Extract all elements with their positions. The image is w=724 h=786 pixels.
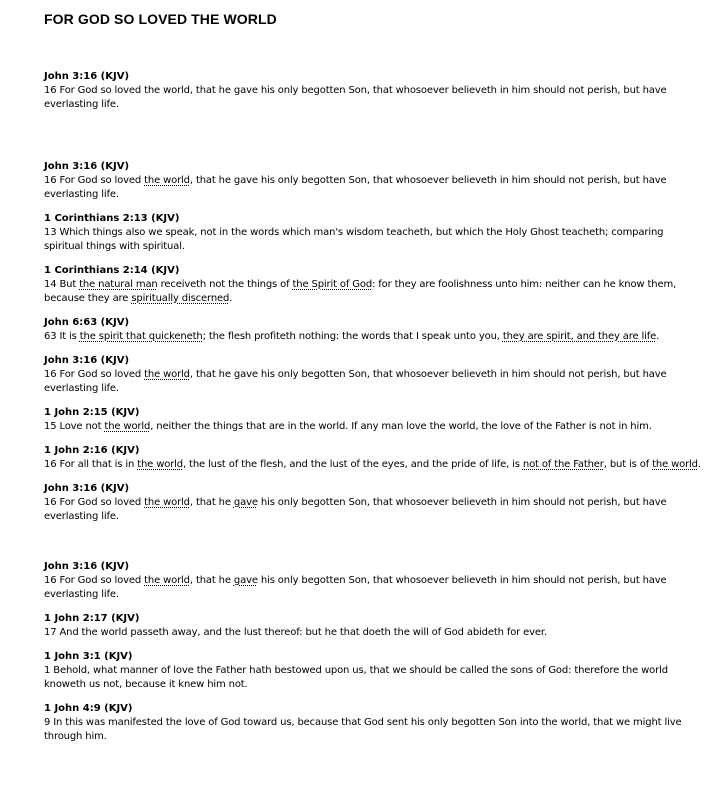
verse-block xyxy=(44,482,704,524)
verse-text xyxy=(44,174,704,202)
verse-block xyxy=(44,354,704,396)
verse-text-segment: his only begotten Son, that whosoever believeth in him should not perish, but have everlasting life. xyxy=(44,575,667,600)
verse-text-segment: , the lust of the flesh, and the lust of the eyes, and the pride of life, is xyxy=(183,459,523,470)
verse-block xyxy=(44,212,704,254)
verse-text-segment: 9 In this was manifested the love of God toward us, because that God sent his only begotten Son into the world, that we might live through him. xyxy=(44,717,682,742)
verse-text-segment: 63 It is xyxy=(44,331,80,342)
underlined-phrase: the world xyxy=(144,575,190,586)
verse-block xyxy=(44,160,704,202)
underlined-phrase: gave xyxy=(233,575,258,586)
underlined-phrase: the Spirit of God xyxy=(292,279,373,290)
verse-text-segment: , but is of xyxy=(603,459,653,470)
verse-text-segment: , that he xyxy=(189,575,234,586)
verse-text-segment: 16 For God so loved xyxy=(44,369,145,380)
verse-text-segment: 17 And the world passeth away, and the lust thereof: but he that doeth the will of God abideth for ever. xyxy=(44,627,548,638)
underlined-phrase: not of the Father xyxy=(522,459,604,470)
verse-text-segment: his only begotten Son, that whosoever believeth in him should not perish, but have everlasting life. xyxy=(44,497,667,522)
verse-text-segment: : for they are foolishness unto him: neither can he know them, because they are xyxy=(44,279,677,304)
verse-text-segment: . xyxy=(229,293,233,304)
verse-text-segment: , that he gave his only begotten Son, that whosoever believeth in him should not perish, but have everlasting life. xyxy=(44,369,667,394)
underlined-phrase: gave xyxy=(233,497,258,508)
verse-text-segment: 1 Behold, what manner of love the Father hath bestowed upon us, that we should be called the sons of God: therefore the world knoweth us not, because it knew him not. xyxy=(44,665,668,690)
verse-text-segment: 16 For all that is in xyxy=(44,459,138,470)
verse-text xyxy=(44,716,704,744)
verse-reference: 1 John 2:17 (KJV) xyxy=(44,613,140,624)
verse-block xyxy=(44,70,704,112)
verse-text-segment: , that he xyxy=(189,497,234,508)
verse-text xyxy=(44,626,704,640)
verse-text xyxy=(44,84,704,112)
verse-text-segment: 16 For God so loved the world, that he gave his only begotten Son, that whosoever believeth in him should not perish, but have everlasting life. xyxy=(44,85,667,110)
verse-text xyxy=(44,330,704,344)
verse-reference: John 3:16 (KJV) xyxy=(44,355,130,366)
verse-text xyxy=(44,574,704,602)
verse-text-segment: . xyxy=(656,331,660,342)
verse-block xyxy=(44,264,704,306)
underlined-phrase: the natural man xyxy=(79,279,158,290)
verse-text xyxy=(44,278,704,306)
underlined-phrase: the world xyxy=(104,421,151,432)
verse-text-segment: 16 For God so loved xyxy=(44,497,145,508)
underlined-phrase: spiritually discerned xyxy=(131,293,230,304)
verse-reference: 1 John 4:9 (KJV) xyxy=(44,703,133,714)
verse-block xyxy=(44,650,704,692)
verse-text-segment: 13 Which things also we speak, not in the words which man's wisdom teacheth, but which the Holy Ghost teacheth; comparing spiritual things with spiritual. xyxy=(44,227,664,252)
verse-text xyxy=(44,458,704,472)
verse-text-segment: 14 But xyxy=(44,279,80,290)
verse-reference: John 6:63 (KJV) xyxy=(44,317,130,328)
verse-text-segment: 16 For God so loved xyxy=(44,175,145,186)
underlined-phrase: the world xyxy=(144,497,190,508)
verse-reference: 1 Corinthians 2:13 (KJV) xyxy=(44,213,180,224)
underlined-phrase: the world xyxy=(137,459,183,470)
underlined-phrase: the world xyxy=(144,175,190,186)
verse-text xyxy=(44,420,704,434)
verse-reference: John 3:16 (KJV) xyxy=(44,561,130,572)
underlined-phrase: the spirit that quickeneth xyxy=(79,331,203,342)
verse-reference: 1 John 3:1 (KJV) xyxy=(44,651,133,662)
verse-text-segment: , neither the things that are in the world. If any man love the world, the love of the Father is not in him. xyxy=(150,421,652,432)
verse-reference: 1 John 2:15 (KJV) xyxy=(44,407,140,418)
verse-text xyxy=(44,496,704,524)
verse-reference: John 3:16 (KJV) xyxy=(44,161,130,172)
underlined-phrase: the world xyxy=(652,459,698,470)
verse-block xyxy=(44,406,704,434)
verse-block xyxy=(44,612,704,640)
verse-text xyxy=(44,664,704,692)
verse-text-segment: , that he gave his only begotten Son, that whosoever believeth in him should not perish, but have everlasting life. xyxy=(44,175,667,200)
verse-block xyxy=(44,316,704,344)
verse-reference: 1 Corinthians 2:14 (KJV) xyxy=(44,265,180,276)
verse-block xyxy=(44,444,704,472)
verse-text xyxy=(44,226,704,254)
verse-text-segment: receiveth not the things of xyxy=(157,279,293,290)
verse-text-segment: ; the flesh profiteth nothing: the words that I speak unto you, xyxy=(202,331,503,342)
underlined-phrase: they are spirit, and they are life xyxy=(502,331,657,342)
verse-reference: 1 John 2:16 (KJV) xyxy=(44,445,140,456)
verse-block xyxy=(44,560,704,602)
underlined-phrase: the world xyxy=(144,369,190,380)
verse-text-segment: 15 Love not xyxy=(44,421,105,432)
document-page xyxy=(44,8,704,742)
verse-text-segment: 16 For God so loved xyxy=(44,575,145,586)
verse-reference: John 3:16 (KJV) xyxy=(44,483,130,494)
verse-text xyxy=(44,368,704,396)
verse-block xyxy=(44,702,704,744)
verse-text-segment: . xyxy=(697,459,701,470)
document-title: FOR GOD SO LOVED THE WORLD xyxy=(44,11,277,27)
verse-reference: John 3:16 (KJV) xyxy=(44,71,130,82)
